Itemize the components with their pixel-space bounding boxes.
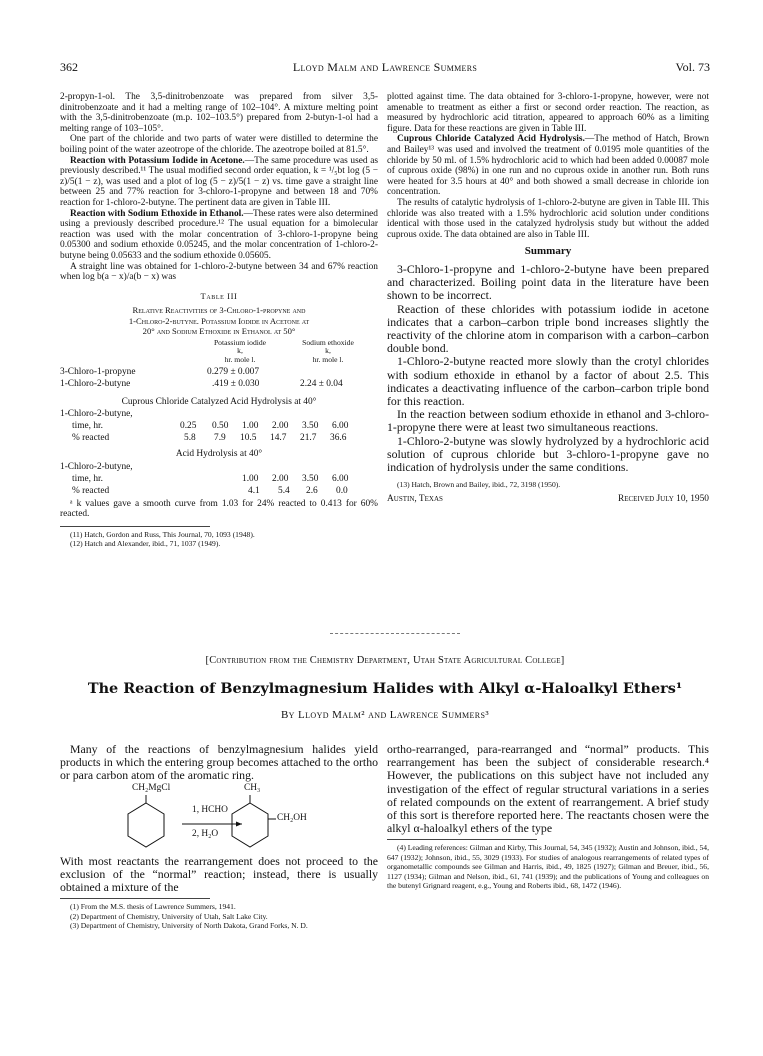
col-header-text: hr. mole l. bbox=[312, 354, 344, 364]
page-header bbox=[60, 60, 710, 78]
cell: 5.4 bbox=[278, 485, 290, 496]
footnote-rule bbox=[60, 898, 210, 899]
paragraph-text: —These rates were also determined using a previously described procedure.¹² The usual equation for a bimolecular reaction was used with the molar concentration of 3-chloro-1-propyne being 0.05300 and sodium ethoxide 0.05245, and the molar concentration of 1-chloro-2-butyne being 0.05633 and the sodium ethoxide 0.05605. bbox=[60, 208, 378, 261]
table-iii bbox=[60, 291, 378, 520]
run-in-heading: Reaction with Sodium Ethoxide in Ethanol. bbox=[70, 208, 244, 219]
summary-paragraph: 3-Chloro-1-propyne and 1-chloro-2-butyne have been prepared and characterized. Boiling point data in the literature have been shown to be incorrect. bbox=[387, 261, 709, 303]
table-caption-line: 20° and Sodium Ethoxide in Ethanol at 50° bbox=[142, 326, 296, 337]
paragraph-text: —The same procedure was used as previously described.¹¹ The usual modified second order equation, k = ¹/₅bt log (5 − z)/5(1 − z), was used and a plot of log (5 − z)/5(1 − z) vs. time gave a straight line between 25 and 77% reaction for 3-chloro-1-propyne and between 18 and 70% reaction for 1-chloro-2-butyne. The pertinent data are given in Table III. bbox=[60, 155, 379, 208]
product-side-label: CH₂OH bbox=[277, 812, 307, 823]
col-header-text: k, bbox=[325, 346, 331, 356]
cell: 3.50 bbox=[302, 473, 319, 484]
footnote: (13) Hatch, Brown and Bailey, ibid., 72, 3198 (1950). bbox=[397, 480, 561, 490]
run-in-heading: Cuprous Chloride Catalyzed Acid Hydrolysis. bbox=[397, 134, 585, 145]
paragraph: plotted against time. The data obtained for 3-chloro-1-propyne, however, were not amenable to treatment as either a first or second order reaction. The reaction, as measured by hydrochloric acid titration, appeared to approach 60% as a limiting figure. Data for these reactions are given in Table III. bbox=[387, 92, 709, 134]
cell: 4.1 bbox=[248, 485, 260, 496]
running-title: Lloyd Malm and Lawrence Summers bbox=[292, 60, 478, 74]
paragraph: The results of catalytic hydrolysis of 1-chloro-2-butyne are given in Table III. This chloride was also treated with a 1.5% hydrochloric acid solution under conditions identical with those used in the catalyzed hydrolysis study but without the added cuprous oxide. The data obtained are also in Table III. bbox=[387, 197, 709, 240]
volume-label: Vol. 73 bbox=[675, 60, 710, 74]
cell: 1.00 bbox=[242, 473, 259, 484]
summary-body bbox=[387, 263, 709, 474]
col-header-naoet bbox=[288, 339, 368, 365]
footnote-rule bbox=[60, 526, 210, 527]
article-right-column bbox=[387, 743, 709, 890]
cell: 2.00 bbox=[272, 473, 289, 484]
cell: 10.5 bbox=[240, 433, 257, 444]
table-row bbox=[60, 462, 378, 474]
table-header bbox=[60, 339, 378, 367]
table-caption-line: Relative Reactivities of 3-Chloro-1-propyne and bbox=[132, 305, 306, 316]
col-header-ki bbox=[200, 339, 280, 365]
paragraph bbox=[387, 134, 709, 198]
col-header-text: Sodium ethoxide bbox=[302, 337, 354, 347]
row-label: 1-Chloro-2-butyne bbox=[60, 378, 131, 389]
row-label: time, hr. bbox=[72, 473, 103, 484]
reaction-scheme bbox=[60, 783, 378, 851]
paragraph bbox=[60, 156, 378, 209]
cell: 0.25 bbox=[180, 421, 197, 432]
table-label: Table III bbox=[200, 290, 238, 301]
reaction-step: 2, H₂O bbox=[192, 828, 219, 839]
footnote: (1) From the M.S. thesis of Lawrence Summers, 1941. bbox=[70, 902, 236, 912]
reaction-step: 1, HCHO bbox=[192, 804, 228, 815]
paragraph-text: —The method of Hatch, Brown and Bailey¹³ was used and involved the treatment of 0.0195 mole quantities of the chloride by 50 ml. of 1.5% hydrochloric acid to which had been added 0.00087 mole of cuprous oxide (98%) in one run and no cuprous oxide in another run. Both runs were heated for 3.5 hours at 40° and both showed a small decrease in chloride ion concentration. bbox=[387, 134, 709, 198]
cell: 2.6 bbox=[306, 485, 318, 496]
summary-paragraph: Reaction of these chlorides with potassium iodide in acetone indicates that a carbon–carbon triple bond increases slightly the reactivity of the chlorine atom in comparison with a carbon–carbon double bond. bbox=[387, 301, 709, 356]
table-row bbox=[60, 409, 378, 421]
table-row bbox=[60, 421, 378, 433]
row-label: time, hr. bbox=[72, 421, 103, 432]
cell: 2.00 bbox=[272, 421, 289, 432]
col-header-text: hr. mole l. bbox=[224, 354, 256, 364]
paragraph: A straight line was obtained for 1-chloro-2-butyne between 34 and 67% reaction when log b(a − x)/a(b − x) was bbox=[60, 261, 378, 283]
cell: 0.0 bbox=[336, 485, 348, 496]
page-number: 362 bbox=[60, 60, 78, 74]
footnote: (2) Department of Chemistry, University of Utah, Salt Lake City. bbox=[70, 911, 268, 921]
product-top-label: CH₃ bbox=[244, 782, 261, 793]
paragraph: ortho-rearranged, para-rearranged and “normal” products. This rearrangement has been the subject of considerable research.⁴ However, the publications on this subject have not included any investigation of the effect of regular structural variations in a series of related compounds on the extent of rearrangement. A brief study of this sort is therefore reported here. The reactants chosen were the alkyl α-haloalkyl ethers of the type bbox=[387, 742, 709, 836]
footnote-rule bbox=[387, 839, 537, 840]
summary-paragraph: In the reaction between sodium ethoxide in ethanol and 3-chloro-1-propyne there were at least two simultaneous reactions. bbox=[387, 407, 709, 435]
footnote: (12) Hatch and Alexander, ibid., 71, 1037 (1949). bbox=[70, 539, 221, 549]
footnote: (3) Department of Chemistry, University of North Dakota, Grand Forks, N. D. bbox=[70, 921, 308, 931]
cell: 21.7 bbox=[300, 433, 317, 444]
article-separator bbox=[330, 633, 460, 634]
paragraph: Many of the reactions of benzylmagnesium halides yield products in which the entering group becomes attached to the ortho or para carbon atom of the aromatic ring. bbox=[60, 742, 378, 783]
article-left-column bbox=[60, 743, 378, 930]
cell: 1.00 bbox=[242, 421, 259, 432]
summary-paragraph: 1-Chloro-2-butyne was slowly hydrolyzed by a hydrochloric acid solution of cuprous chloride but 3-chloro-1-propyne gave no indication of hydrolysis under the same conditions. bbox=[387, 433, 709, 474]
footnote: (4) Leading references: Gilman and Kirby, This Journal, 54, 345 (1932); Austin and Johnson, ibid., 54, 647 (1932); Johnson, ibid., 55, 3029 (1933). For studies of analogous rearrangements of related types of organometallic compounds see Gilman and Harris, ibid., 49, 1825 (1927); Gilman and Breuer, ibid., 56, 1127 (1934); Gilman and Nelson, ibid., 61, 741 (1939); and the publications of Young and colleagues on the butenyl Grignard reagent, e.g., Young and Roberts ibid., 68, 1472 (1946). bbox=[387, 843, 709, 891]
table-row bbox=[60, 379, 378, 391]
table-row bbox=[60, 433, 378, 445]
reactant-label: CH₂MgCl bbox=[132, 782, 171, 793]
right-column bbox=[387, 92, 709, 508]
paragraph: One part of the chloride and two parts of water were distilled to determine the boiling point of the water azeotrope of the chloride. The azeotrope boiled at 81.5°. bbox=[60, 134, 378, 155]
cell: 6.00 bbox=[332, 473, 349, 484]
place: Austin, Texas bbox=[387, 493, 443, 504]
cell: 6.00 bbox=[332, 421, 349, 432]
table-row bbox=[60, 474, 378, 486]
paragraph bbox=[60, 209, 378, 262]
table-subheading: Acid Hydrolysis at 40° bbox=[175, 449, 263, 460]
col-header-text: k, bbox=[237, 346, 243, 356]
table-caption-line: 1-Chloro-2-butyne. Potassium Iodide in Acetone at bbox=[128, 315, 310, 326]
contribution-line: [Contribution from the Chemistry Department, Utah State Agricultural College] bbox=[205, 655, 565, 666]
summary-paragraph: 1-Chloro-2-butyne reacted more slowly than the crotyl chlorides with sodium ethoxide in ethanol by a factor of about 2.5. This indicates a deactivating influence of the carbon–carbon triple bond for this reaction. bbox=[387, 354, 709, 408]
cell-ki: .419 ± 0.030 bbox=[212, 378, 260, 389]
byline: By Lloyd Malm² and Lawrence Summers³ bbox=[280, 709, 490, 721]
run-in-heading: Reaction with Potassium Iodide in Acetone. bbox=[70, 155, 245, 166]
summary-heading: Summary bbox=[524, 245, 572, 258]
row-label: % reacted bbox=[72, 485, 110, 496]
dateline bbox=[387, 494, 709, 508]
table-row bbox=[60, 486, 378, 498]
cell: 5.8 bbox=[184, 433, 196, 444]
col-header-text: Potassium iodide bbox=[213, 337, 267, 347]
cell: 3.50 bbox=[302, 421, 319, 432]
cell: 36.6 bbox=[330, 433, 347, 444]
paragraph: 2-propyn-1-ol. The 3,5-dinitrobenzoate was prepared from silver 3,5-dinitrobenzoate and it had a melting range of 102–104°. A mixture melting point with the 3,5-dinitrobenzoate (m.p. 102–103.5°) prepared from 2-butyn-1-ol had a melting range of 103–105°. bbox=[60, 92, 378, 134]
row-label: % reacted bbox=[72, 433, 110, 444]
received-date: Received July 10, 1950 bbox=[617, 493, 709, 504]
footnote: (11) Hatch, Gordon and Russ, This Journal, 70, 1093 (1948). bbox=[70, 529, 255, 539]
table-row bbox=[60, 367, 378, 379]
cell: 14.7 bbox=[270, 433, 287, 444]
reaction-scheme-drawing bbox=[60, 783, 378, 851]
row-label: 1-Chloro-2-butyne, bbox=[60, 409, 133, 420]
paragraph: With most reactants the rearrangement does not proceed to the exclusion of the “normal” reaction; instead, there is usually obtained a mixture of the bbox=[60, 853, 378, 895]
row-label: 3-Chloro-1-propyne bbox=[60, 366, 136, 377]
cell: 0.50 bbox=[212, 421, 229, 432]
cell: 7.9 bbox=[214, 433, 226, 444]
table-footnote: ᵃ k values gave a smooth curve from 1.03 for 24% reacted to 0.413 for 60% reacted. bbox=[60, 498, 378, 520]
left-column bbox=[60, 92, 378, 549]
cell-naoet: 2.24 ± 0.04 bbox=[300, 378, 343, 389]
table-subheading: Cuprous Chloride Catalyzed Acid Hydrolysis at 40° bbox=[121, 396, 317, 407]
article-title: The Reaction of Benzylmagnesium Halides with Alkyl α-Haloalkyl Ethers¹ bbox=[87, 680, 683, 697]
row-label: 1-Chloro-2-butyne, bbox=[60, 461, 133, 472]
cell-ki: 0.279 ± 0.007 bbox=[207, 366, 260, 377]
